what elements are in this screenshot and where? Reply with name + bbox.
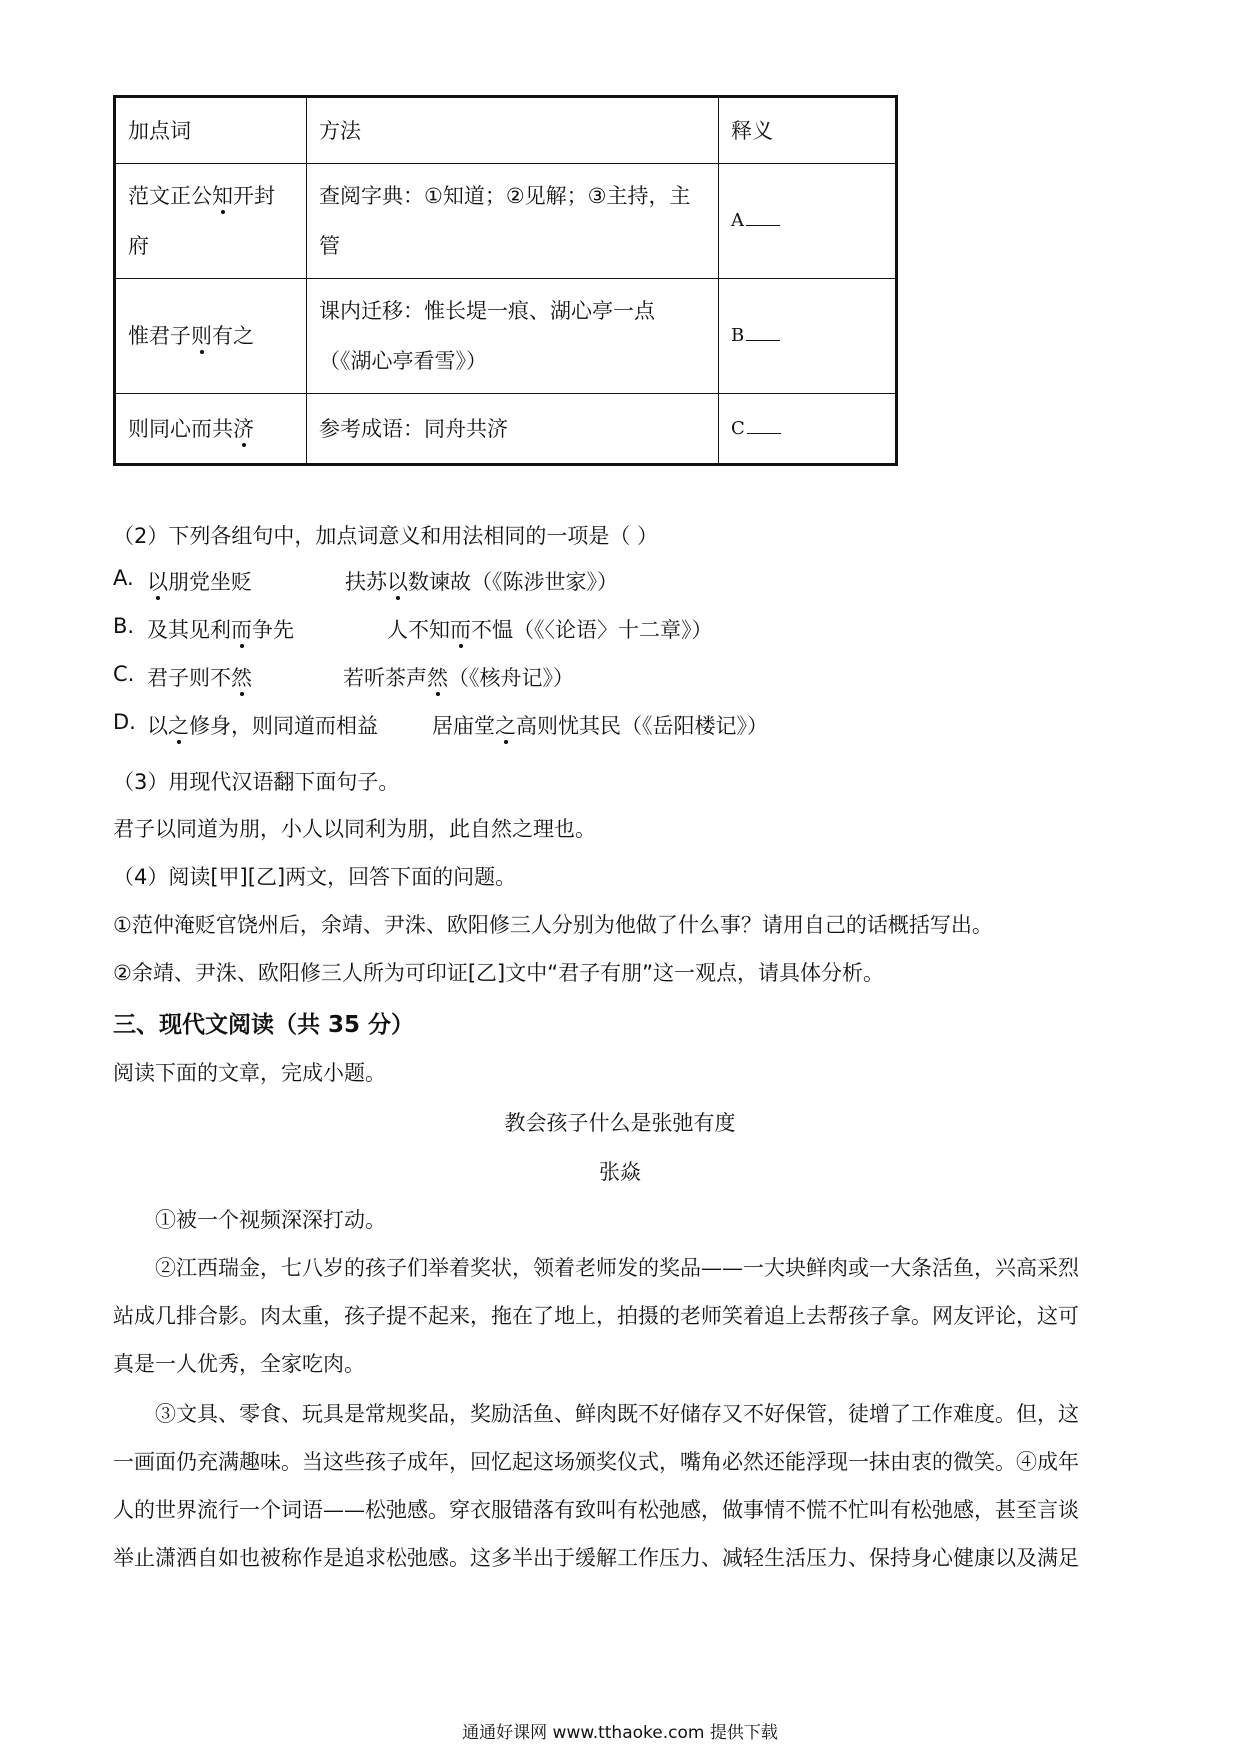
page-footer: 通通好课网 www.tthaoke.com 提供下载 — [462, 1723, 778, 1743]
essay-line: ①被一个视频深深打动。 — [155, 1208, 386, 1232]
table-cell-word — [115, 279, 307, 394]
answer-label: B — [731, 325, 745, 346]
answer-label: A — [731, 210, 744, 231]
dotted-char: 则 — [191, 324, 212, 348]
q3-sentence: 君子以同道为朋，小人以同利为朋，此自然之理也。 — [113, 817, 596, 841]
table-header: 加点词 — [115, 97, 307, 164]
essay-line: 举止潇洒自如也被称作是追求松弛感。这多半出于缓解工作压力、减轻生活压力、保持身心健康以及满足 — [113, 1546, 1079, 1570]
dotted-char: 之 — [168, 714, 189, 738]
table-cell-word — [115, 394, 307, 465]
option-part-b: 扶苏以数谏故（《陈涉世家》） — [345, 570, 618, 594]
table-cell-answer — [719, 279, 897, 394]
table-row — [115, 394, 897, 465]
table-header: 方法 — [307, 97, 719, 164]
word-text: 开封府 — [128, 184, 275, 258]
dotted-char: 以 — [387, 570, 408, 594]
word-text: 则同心而共 — [128, 416, 233, 441]
section-heading: 三、现代文阅读（共 35 分） — [113, 1012, 415, 1038]
dotted-char: 济 — [233, 416, 254, 441]
table-cell-answer — [719, 394, 897, 465]
dotted-char: 知 — [212, 184, 233, 208]
essay-line: 人的世界流行一个词语——松弛感。穿衣服错落有致叫有松弛感，做事情不慌不忙叫有松弛感，甚至言谈 — [113, 1498, 1079, 1522]
essay-line: 一画面仍充满趣味。当这些孩子成年，回忆起这场颁奖仪式，嘴角必然还能浮现一抹由衷的微笑。④成年 — [113, 1450, 1079, 1474]
option-label: B. — [113, 614, 135, 638]
vocab-table — [113, 95, 898, 466]
table-cell-method: 参考成语：同舟共济 — [307, 394, 719, 465]
dotted-char: 而 — [231, 618, 252, 642]
option-part-b: 若听茶声然（《核舟记》） — [343, 666, 574, 690]
q4-stem: （4）阅读[甲][乙]两文，回答下面的问题。 — [113, 865, 517, 889]
option-part-b: 人不知而不愠（《〈论语〉十二章》） — [387, 618, 713, 642]
dotted-char: 以 — [147, 570, 168, 594]
answer-blank[interactable] — [747, 415, 781, 434]
essay-line: ③文具、零食、玩具是常规奖品，奖励活鱼、鲜肉既不好储存又不好保管，徒增了工作难度。但，这 — [155, 1402, 1079, 1426]
option-label: D. — [113, 710, 136, 734]
essay-title: 教会孩子什么是张弛有度 — [504, 1111, 736, 1135]
option-label: C. — [113, 662, 135, 686]
q4-item-1: ①范仲淹贬官饶州后，余靖、尹洙、欧阳修三人分别为他做了什么事？请用自己的话概括写出。 — [113, 913, 993, 937]
option-part-b: 居庙堂之高则忧其民（《岳阳楼记》） — [432, 714, 768, 738]
option-part-a: 君子则不然 — [147, 666, 252, 690]
word-text: 惟君子 — [128, 324, 191, 348]
q3-stem: （3）用现代汉语翻下面句子。 — [113, 770, 400, 794]
q4-item-2: ②余靖、尹洙、欧阳修三人所为可印证[乙]文中“君子有朋”这一观点，请具体分析。 — [113, 961, 884, 985]
option-part-a: 以之修身，则同道而相益 — [147, 714, 378, 738]
table-header-row — [115, 97, 897, 164]
table-cell-method: 查阅字典：①知道；②见解；③主持，主管 — [307, 164, 719, 279]
essay-line: ②江西瑞金，七八岁的孩子们举着奖状，领着老师发的奖品——一大块鲜肉或一大条活鱼，兴高采烈 — [155, 1256, 1079, 1280]
q2-stem: （2）下列各组句中，加点词意义和用法相同的一项是（ ） — [113, 524, 659, 548]
option-part-a: 以朋党坐贬 — [147, 570, 252, 594]
dotted-char: 然 — [427, 666, 448, 690]
table-row — [115, 279, 897, 394]
answer-blank[interactable] — [746, 207, 780, 226]
table-cell-method: 课内迁移：惟长堤一痕、湖心亭一点（《湖心亭看雪》） — [307, 279, 719, 394]
word-text: 有之 — [212, 324, 254, 348]
essay-line: 真是一人优秀，全家吃肉。 — [113, 1352, 365, 1376]
table-row — [115, 164, 897, 279]
answer-label: C — [731, 417, 745, 439]
essay-line: 站成几排合影。肉太重，孩子提不起来，拖在了地上，拍摄的老师笑着追上去帮孩子拿。网友评论，这可 — [113, 1304, 1079, 1328]
essay-author: 张焱 — [599, 1160, 641, 1184]
dotted-char: 然 — [231, 666, 252, 690]
option-label: A. — [113, 566, 134, 590]
table-header: 释义 — [719, 97, 897, 164]
answer-blank[interactable] — [746, 322, 780, 341]
word-text: 范文正公 — [128, 184, 212, 208]
section-instruction: 阅读下面的文章，完成小题。 — [113, 1061, 386, 1085]
table-cell-word — [115, 164, 307, 279]
option-part-a: 及其见利而争先 — [147, 618, 294, 642]
dotted-char: 而 — [450, 618, 471, 642]
dotted-char: 之 — [495, 714, 516, 738]
table-cell-answer — [719, 164, 897, 279]
